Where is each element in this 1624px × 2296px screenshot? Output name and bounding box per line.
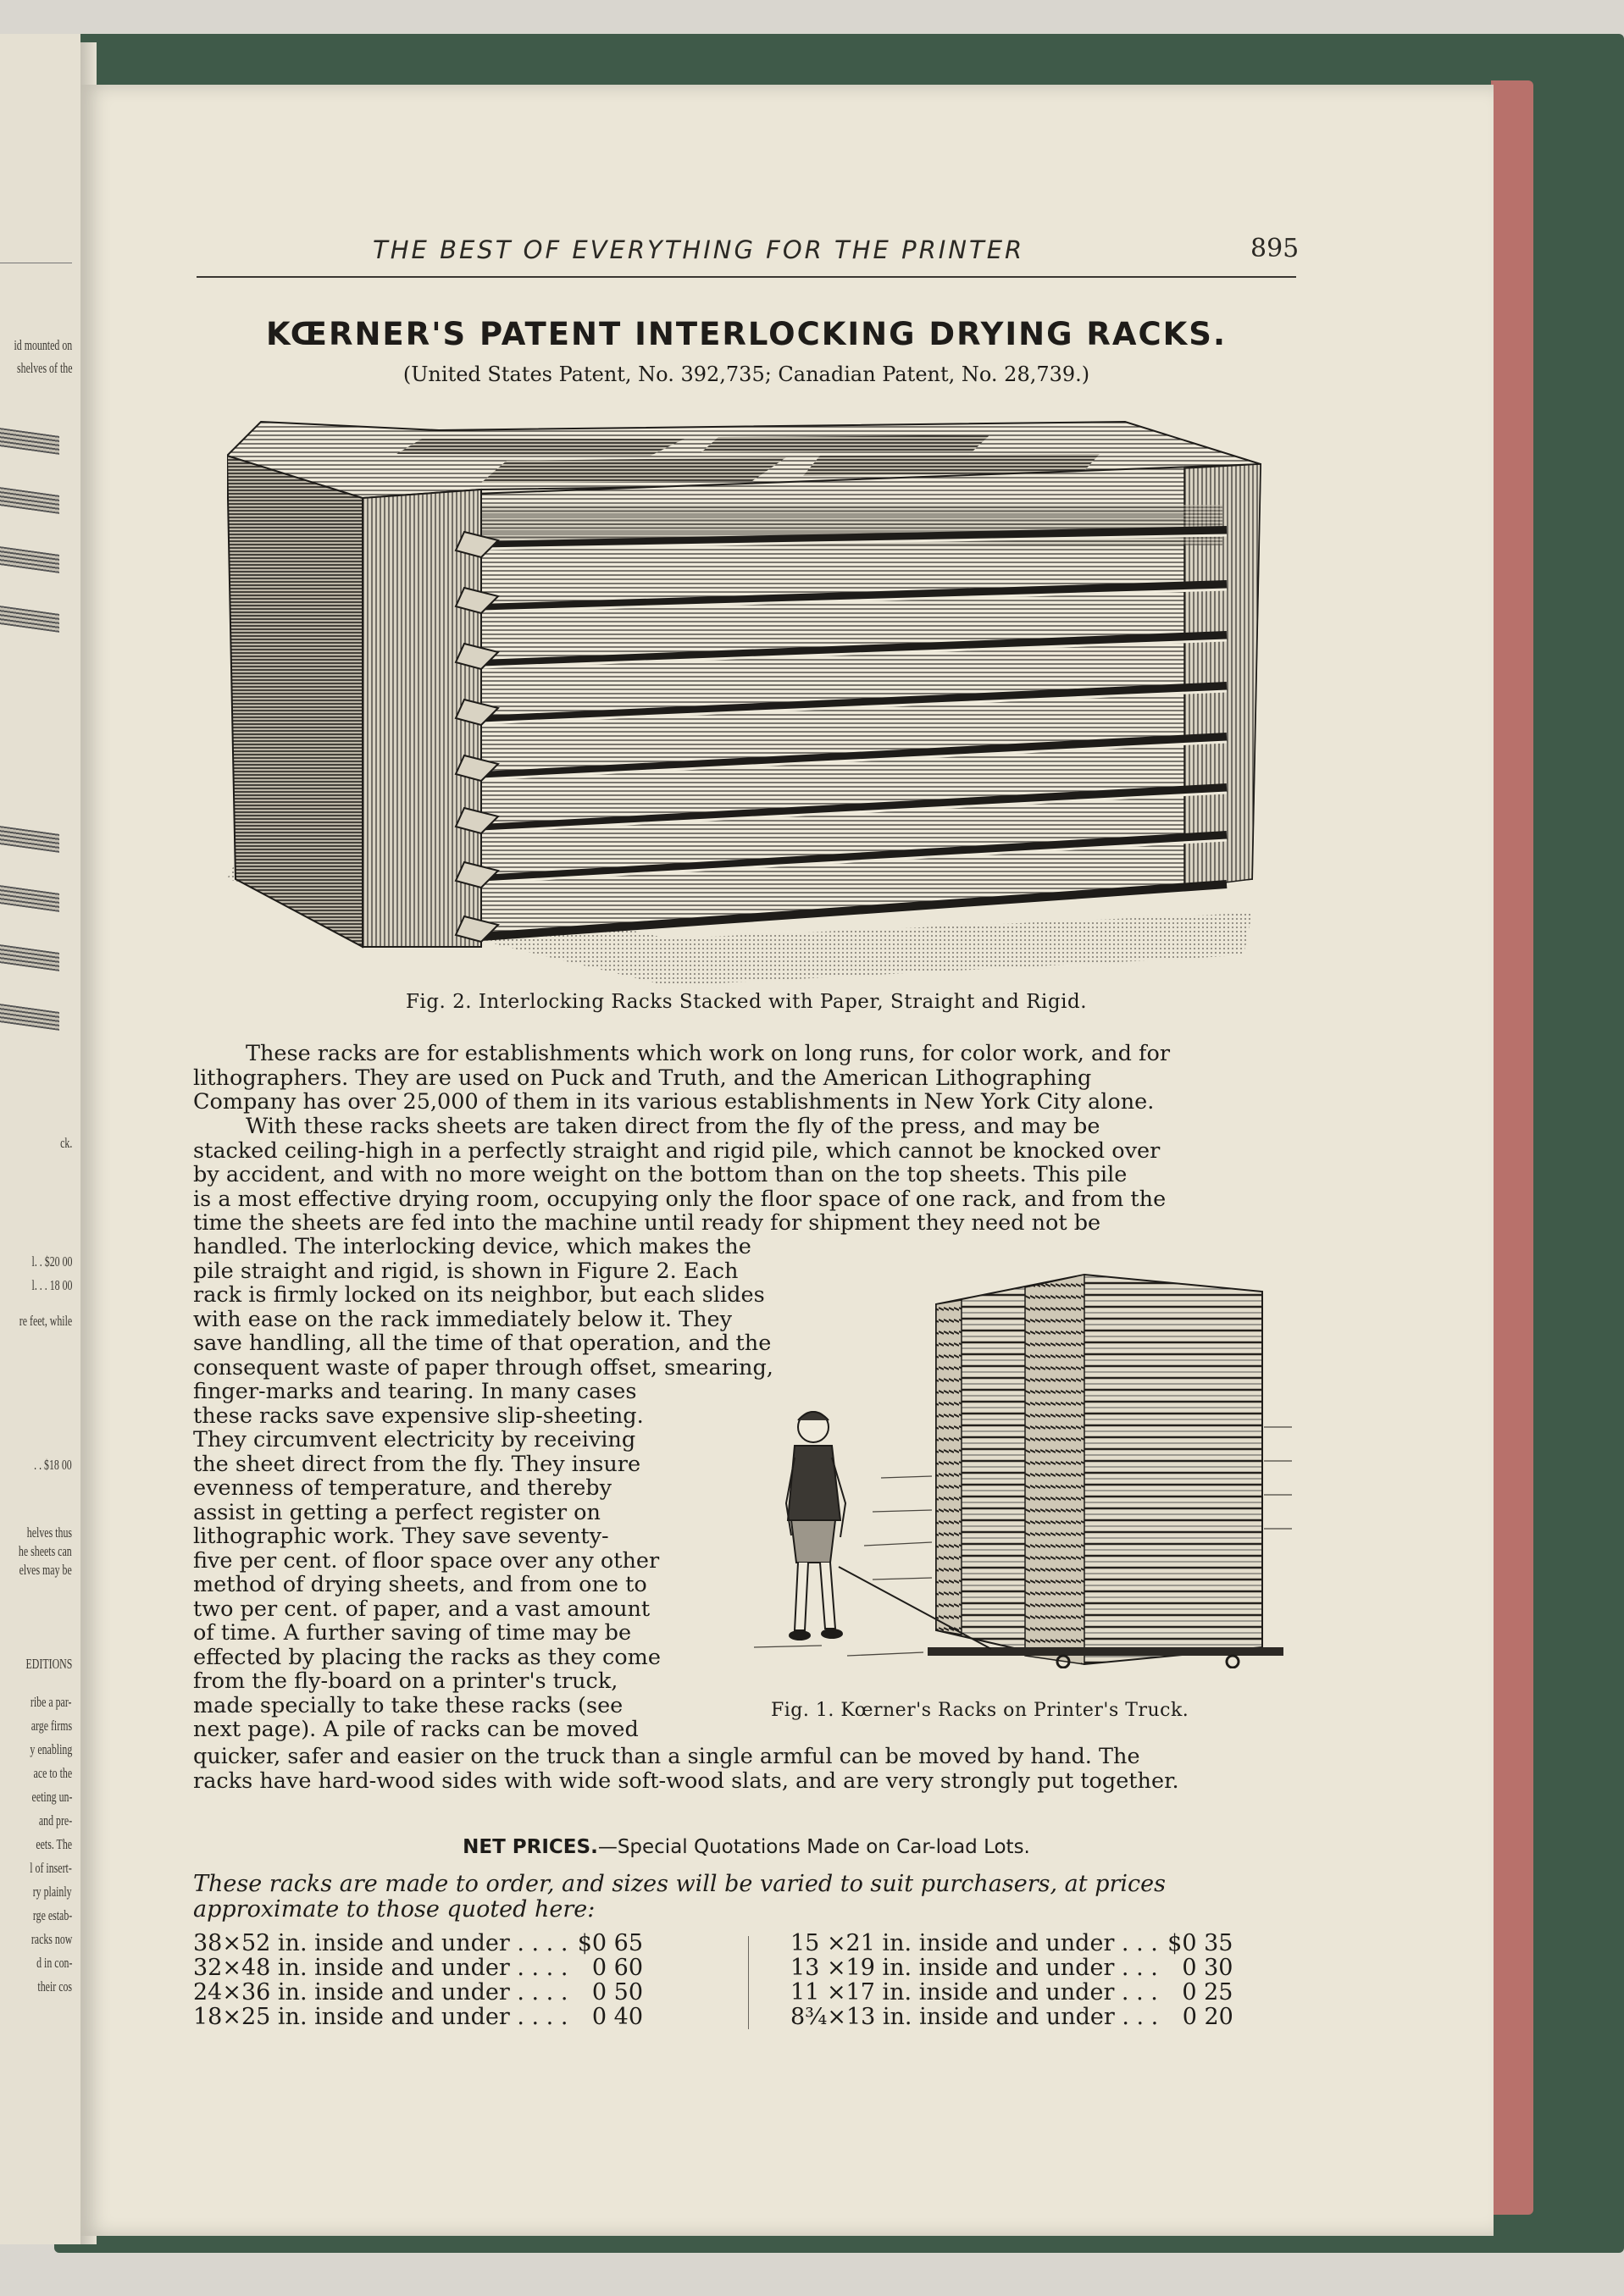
- text-line: lithographers. They are used on Puck and Truth, and the American Lithographing: [193, 1065, 1092, 1091]
- net-prices-subheading: —Special Quotations Made on Car-load Lots.: [597, 1836, 1030, 1858]
- left-shelf-drawing: [0, 428, 59, 455]
- patent-subtitle: (United States Patent, No. 392,735; Canadian Patent, No. 28,739.): [402, 362, 1090, 386]
- text-line: made specially to take these racks (see: [193, 1692, 624, 1718]
- text-line: is a most effective drying room, occupying only the floor space of one rack, and from the: [193, 1186, 1167, 1212]
- left-page-text: rge estab-: [32, 1907, 72, 1923]
- price-list-left: [193, 1931, 643, 2029]
- left-page-fragment: [0, 34, 80, 2244]
- net-prices-heading: [197, 1836, 1296, 1858]
- price-size: 11 ×17 in. inside and under . . .: [790, 1979, 1158, 2006]
- net-prices-label: NET PRICES.: [463, 1836, 598, 1858]
- left-shelf-drawing: [0, 487, 59, 514]
- left-page-text: ck.: [59, 1135, 72, 1151]
- text-line: evenness of temperature, and thereby: [193, 1475, 612, 1501]
- left-page-text: ace to the: [33, 1765, 72, 1781]
- page-edges: [1491, 80, 1533, 2215]
- text-line: time the sheets are fed into the machine until ready for shipment they need not be: [193, 1210, 1101, 1236]
- paper-stack-top: [481, 457, 786, 483]
- price-row: [193, 1956, 643, 1980]
- left-page-text: d in con-: [36, 1955, 72, 1971]
- text-line: lithographic work. They save seventy-: [193, 1524, 609, 1549]
- price-row: [790, 1956, 1233, 1980]
- left-page-text: l. . $20 00: [31, 1253, 72, 1270]
- price-value: 0 50: [591, 1979, 644, 2006]
- price-size: 38×52 in. inside and under . . . .: [193, 1930, 568, 1956]
- left-page-text: their cos: [37, 1978, 72, 1994]
- text-line: rack is firmly locked on its neighbor, but each slides: [193, 1282, 765, 1308]
- net-prices-note: These racks are made to order, and sizes will be varied to suit purchasers, at prices approximate to those quoted here:: [193, 1871, 1166, 1923]
- text-line: finger-marks and tearing. In many cases: [193, 1379, 637, 1404]
- left-page-text: eets. The: [36, 1836, 72, 1852]
- left-page-text: l of insert-: [30, 1860, 72, 1876]
- left-page-text: racks now: [30, 1931, 72, 1947]
- paragraph-1: [193, 1042, 1296, 1115]
- paragraph-2-full-width: [193, 1115, 1296, 1236]
- price-size: 8¾×13 in. inside and under . . .: [790, 2004, 1159, 2030]
- left-shelf-drawing: [0, 826, 59, 853]
- text-line: by accident, and with no more weight on the bottom than on the top sheets. This pile: [193, 1162, 1128, 1187]
- text-line: effected by placing the racks as they come: [193, 1644, 661, 1670]
- price-size: 18×25 in. inside and under . . . .: [193, 2004, 568, 2030]
- text-line: assist in getting a perfect register on: [193, 1499, 601, 1525]
- paper-stack-top: [396, 439, 685, 456]
- price-size: 24×36 in. inside and under . . . .: [193, 1979, 568, 2006]
- page-title: KŒRNER'S PATENT INTERLOCKING DRYING RACKS.: [265, 316, 1228, 352]
- rack-side-panel: [227, 456, 363, 947]
- text-line: With these racks sheets are taken direct from the fly of the press, and may be: [246, 1114, 1100, 1139]
- text-line: save handling, all the time of that operation, and the: [193, 1331, 772, 1356]
- left-page-text: shelves of the: [16, 360, 72, 376]
- left-shelf-drawing: [0, 606, 59, 633]
- price-row: [193, 1931, 643, 1956]
- price-value: 0 20: [1182, 2004, 1233, 2030]
- text-line: They circumvent electricity by receiving: [193, 1427, 636, 1452]
- left-page-text: EDITIONS: [25, 1656, 72, 1672]
- left-page-text: y enabling: [30, 1741, 72, 1757]
- price-value: 0 40: [591, 2004, 644, 2030]
- left-page-text: ribe a par-: [30, 1694, 72, 1710]
- text-line: consequent waste of paper through offset, smearing,: [193, 1354, 773, 1380]
- text-line: These racks are for establishments which work on long runs, for color work, and for: [246, 1041, 1171, 1066]
- text-line: racks have hard-wood sides with wide soft-wood slats, and are very strongly put together.: [193, 1768, 1179, 1794]
- price-value: $0 65: [577, 1930, 644, 1956]
- price-value: 0 25: [1182, 1979, 1233, 2006]
- text-line: two per cent. of paper, and a vast amount: [193, 1596, 651, 1622]
- truck-platform: [928, 1647, 1283, 1656]
- price-column-divider: [748, 1936, 749, 2029]
- left-shelf-drawing: [0, 1004, 59, 1031]
- price-value: 0 30: [1182, 1955, 1233, 1981]
- price-size: 32×48 in. inside and under . . . .: [193, 1955, 568, 1981]
- text-line: stacked ceiling-high in a perfectly straight and rigid pile, which cannot be knocked over: [193, 1137, 1161, 1164]
- paragraph-2-wrapped-b: [193, 1380, 735, 1742]
- header-rule: [197, 276, 1296, 278]
- left-page-text: re feet, while: [19, 1313, 72, 1329]
- racks-end-panel: [936, 1300, 962, 1635]
- text-line: of time. A further saving of time may be: [193, 1620, 632, 1646]
- figure-1-caption: Fig. 1. Kœrner's Racks on Printer's Truck.: [771, 1700, 1189, 1721]
- price-row: [790, 1931, 1233, 1956]
- price-row: [790, 1980, 1233, 2005]
- figure-2-caption: Fig. 2. Interlocking Racks Stacked with Paper, Straight and Rigid.: [405, 991, 1088, 1013]
- text-line: with ease on the rack immediately below it. They: [193, 1306, 733, 1332]
- price-list-right: [790, 1931, 1233, 2029]
- price-row: [193, 1980, 643, 2005]
- text-line: these racks save expensive slip-sheeting.: [193, 1402, 644, 1429]
- paper-stack-top: [701, 435, 989, 452]
- text-line: handled. The interlocking device, which makes the: [193, 1234, 751, 1259]
- left-page-text: ry plainly: [33, 1884, 72, 1900]
- price-size: 15 ×21 in. inside and under . . .: [790, 1930, 1158, 1956]
- price-row: [193, 2005, 643, 2029]
- running-header: THE BEST OF EVERYTHING FOR THE PRINTER: [373, 235, 1025, 264]
- left-page-text: l. . . 18 00: [31, 1277, 72, 1293]
- left-shelf-drawing: [0, 944, 59, 971]
- price-value: $0 35: [1167, 1930, 1233, 1956]
- left-page-text: id mounted on: [14, 337, 72, 353]
- left-page-text: elves may be: [19, 1562, 72, 1578]
- text-line: pile straight and rigid, is shown in Figure 2. Each: [193, 1258, 739, 1284]
- text-line: the sheet direct from the fly. They insure: [193, 1451, 641, 1477]
- left-shelf-drawing: [0, 885, 59, 912]
- left-shelf-drawing: [0, 546, 59, 573]
- price-size: 13 ×19 in. inside and under . . .: [790, 1955, 1158, 1981]
- racks-corner-panel: [1025, 1275, 1084, 1664]
- figure-1-truck-illustration: [745, 1258, 1292, 1668]
- text-line: method of drying sheets, and from one to: [193, 1572, 647, 1597]
- text-line: quicker, safer and easier on the truck than a single armful can be moved by hand. The: [193, 1744, 1140, 1769]
- truck-wheel: [1227, 1656, 1239, 1668]
- price-value: 0 60: [591, 1955, 644, 1981]
- text-line: Company has over 25,000 of them in its various establishments in New York City alone.: [193, 1089, 1155, 1115]
- left-page-text: eeting un-: [31, 1789, 72, 1805]
- left-page-text: he sheets can: [19, 1543, 72, 1559]
- stacked-racks: [936, 1275, 1262, 1664]
- paragraph-2-end: [193, 1745, 1296, 1793]
- left-page-text: and pre-: [38, 1812, 72, 1829]
- text-line: next page). A pile of racks can be moved: [193, 1717, 639, 1742]
- left-page-text: arge firms: [30, 1718, 72, 1734]
- boy-figure: [786, 1412, 845, 1640]
- text-line: from the fly-board on a printer's truck,: [193, 1668, 618, 1694]
- figure-2-drying-racks-illustration: [227, 405, 1262, 986]
- page-number: 895: [1250, 234, 1300, 263]
- left-page-text: helves thus: [26, 1524, 72, 1541]
- text-line: five per cent. of floor space over any other: [193, 1547, 660, 1574]
- price-row: [790, 2005, 1233, 2029]
- left-page-text: . . $18 00: [34, 1457, 72, 1473]
